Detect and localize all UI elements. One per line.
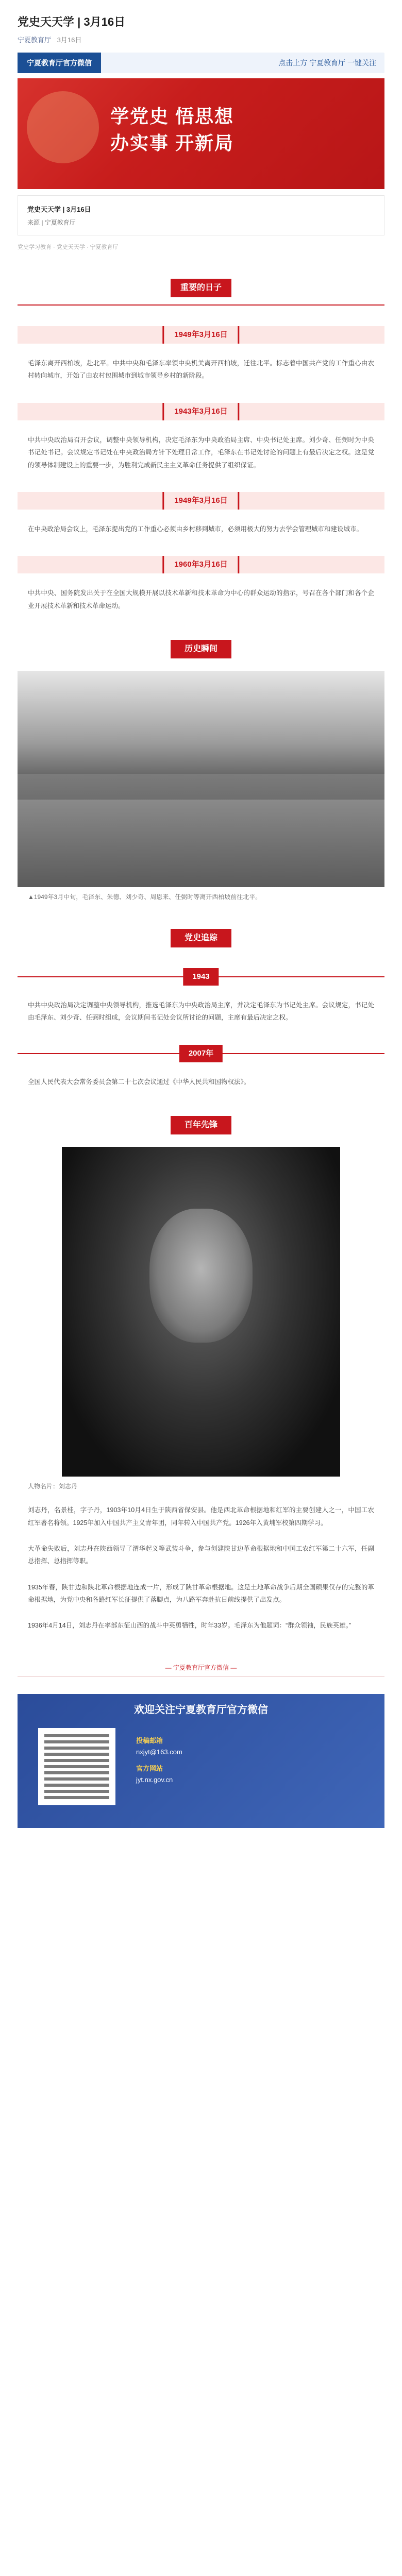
- article-meta: [18, 35, 384, 44]
- card-subtitle: 来源 | 宁夏教育厅: [27, 219, 76, 226]
- year-bar: [18, 968, 384, 986]
- date-label: 1960年3月16日: [162, 556, 239, 573]
- section-figures: 百年先锋: [171, 1116, 231, 1134]
- event-paragraph: 中共中央政治局召开会议，调整中央领导机构，决定毛泽东为中央政治局主席、中央书记处主席。刘少奇、任弼时为中央书记处书记。会议规定书记处在中央政治局方针下处理日常工作，毛泽东在书记处讨论的问题上有最后决定之权。这是党的领导体制建设上的重要一步，为胜利完成新民主主义革命任务提供了组织保证。: [28, 436, 374, 469]
- account-link[interactable]: 宁夏教育厅: [18, 36, 52, 44]
- publish-date: 3月16日: [57, 36, 82, 44]
- date-label: 1943年3月16日: [162, 403, 239, 420]
- photo-river: [18, 800, 384, 887]
- date-bar: [18, 556, 384, 573]
- card-title: 党史天天学 | 3月16日: [27, 206, 91, 213]
- year-label: 2007年: [179, 1045, 223, 1062]
- qr-info: [136, 1735, 182, 1786]
- date-bar: [18, 326, 384, 344]
- event-paragraph: 中共中央、国务院发出关于在全国大规模开展以技术革新和技术革命为中心的群众运动的指示，号召在各个部门和各个企业开展技术革新和技术革命运动。: [28, 589, 374, 609]
- section-images: 历史瞬间: [171, 640, 231, 658]
- article-title: 党史天天学 | 3月16日: [18, 15, 126, 28]
- section-today: 重要的日子: [171, 279, 231, 297]
- hero-banner: [18, 78, 384, 189]
- footer-text: — 宁夏教育厅官方微信 —: [165, 1664, 237, 1671]
- footer: [18, 1663, 384, 1676]
- banner-line-2: 办实事 开新局: [110, 132, 234, 154]
- qr-banner: [18, 1694, 384, 1828]
- bio-paragraph: 1935年春，陕甘边和陕北革命根据地连成一片，形成了陕甘革命根据地。这是土地革命战争后期全国硕果仅存的完整的革命根据地，为党中央和各路红军长征提供了落脚点，为八路军奔赴抗日前线提供了出发点。: [28, 1583, 374, 1603]
- date-label: 1949年3月16日: [162, 326, 239, 344]
- date-label: 1949年3月16日: [162, 492, 239, 510]
- qr-code-icon[interactable]: [38, 1728, 115, 1805]
- photo-trees: [18, 671, 384, 774]
- site-value[interactable]: jyt.nx.gov.cn: [136, 1776, 173, 1784]
- event-paragraph: 中共中央政治局决定调整中央领导机构，推选毛泽东为中央政治局主席，并决定毛泽东为书记处主席。会议规定，书记处由毛泽东、刘少奇、任弼时组成，会议期间书记处会议所讨论的问题，主席有最后决定之权。: [28, 1002, 374, 1022]
- event-paragraph: 毛泽东离开西柏坡，赴北平。中共中央和毛泽东率领中央机关离开西柏坡，迁往北平。标志着中国共产党的工作重心由农村转向城市，开始了由农村包围城市到城市领导乡村的新阶段。: [28, 360, 374, 380]
- mail-label: 投稿邮箱: [136, 1736, 163, 1744]
- date-bar: [18, 403, 384, 420]
- date-bar: [18, 492, 384, 510]
- site-label: 官方网站: [136, 1764, 163, 1772]
- event-paragraph: 全国人民代表大会常务委员会第二十七次会议通过《中华人民共和国物权法》。: [28, 1078, 250, 1086]
- follow-account-label: 宁夏教育厅官方微信: [18, 53, 101, 73]
- banner-text: [110, 103, 234, 157]
- party-emblem-icon: [27, 91, 99, 163]
- portrait-photo: [62, 1147, 340, 1477]
- portrait-caption: 人物名片：刘志丹: [28, 1483, 78, 1490]
- bio-paragraph: 刘志丹，名景桂，字子丹，1903年10月4日生于陕西省保安县。他是西北革命根据地和红军的主要创建人之一，中国工农红军著名将领。1925年加入中国共产主义青年团，同年转入中国共产党。1926年入黄埔军校第四期学习。: [28, 1506, 374, 1527]
- bio-paragraph: 大革命失败后，刘志丹在陕西领导了渭华起义等武装斗争，参与创建陕甘边革命根据地和中国工农红军第二十六军，任副总指挥、总指挥等职。: [28, 1545, 374, 1565]
- year-bar: [18, 1045, 384, 1062]
- photo-caption: ▲1949年3月中旬，毛泽东、朱德、刘少奇、周恩来、任弼时等离开西柏坡前往北平。: [28, 893, 262, 901]
- section-divider: [18, 304, 384, 306]
- follow-bar[interactable]: [18, 53, 384, 73]
- article-card[interactable]: [18, 195, 384, 235]
- bio-paragraph: 1936年4月14日，刘志丹在率部东征山西的战斗中英勇牺牲，时年33岁。毛泽东为他题词：“群众领袖，民族英雄。”: [28, 1622, 351, 1630]
- historical-photo: [18, 671, 384, 887]
- qr-heading: 欢迎关注宁夏教育厅官方微信: [134, 1704, 268, 1716]
- follow-hint: 点击上方 宁夏教育厅 一键关注: [278, 59, 376, 67]
- mail-value[interactable]: nxjyt@163.com: [136, 1748, 182, 1756]
- banner-line-1: 学党史 悟思想: [110, 106, 234, 127]
- event-paragraph: 在中央政治局会议上，毛泽东提出党的工作重心必须由乡村移到城市，必须用极大的努力去学会管理城市和建设城市。: [28, 525, 363, 533]
- portrait-face: [149, 1209, 253, 1343]
- article-header: [0, 0, 402, 44]
- tags-line: 党史学习教育 · 党史天天学 · 宁夏教育厅: [18, 244, 119, 250]
- year-label: 1943: [183, 968, 219, 986]
- section-events: 党史追踪: [171, 929, 231, 947]
